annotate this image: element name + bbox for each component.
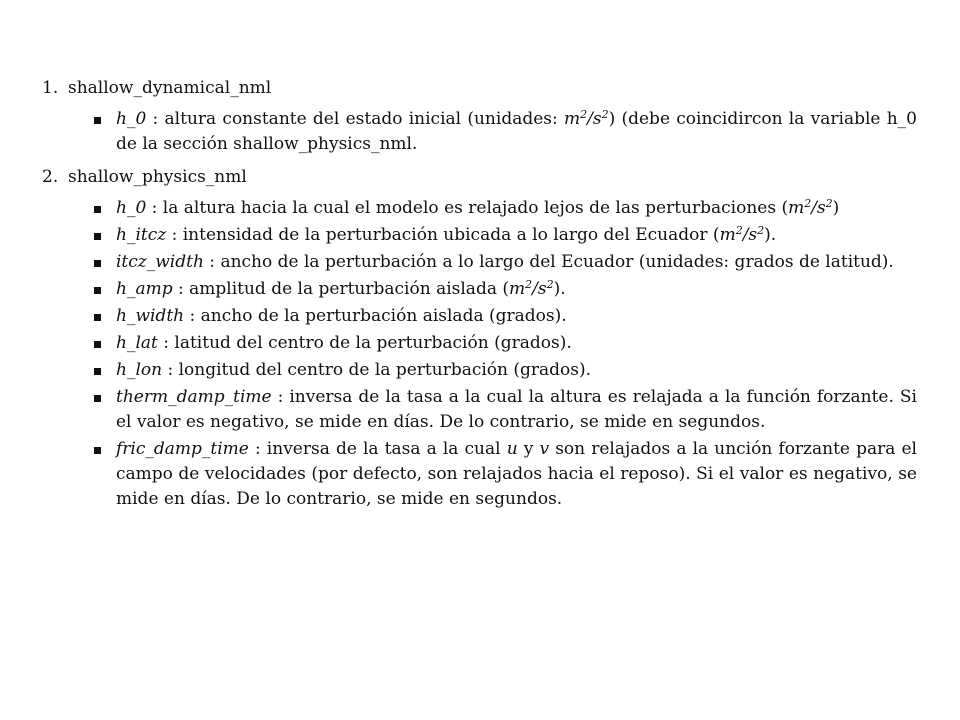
units-formula: $m^2/s^2$ [509, 278, 554, 299]
parameter-description: : inversa de la tasa a la cual [248, 439, 507, 459]
parameter-description: : altura constante del estado inicial (unidades: [146, 109, 564, 129]
parameter-description-end: ) [832, 198, 840, 218]
section-shallow-physics [42, 165, 917, 512]
parameter-description: : inversa de la tasa a la cual la altura es relajada a la función forzante. Si el valor es negativo, se mide en días. De lo contrario, se mide en segundos. [116, 387, 917, 432]
list-item [90, 358, 917, 383]
parameter-list [42, 196, 917, 512]
namelist-documentation [42, 76, 917, 514]
parameter-name: therm_damp_time [116, 387, 272, 407]
section-title: shallow_dynamical_nml [68, 78, 272, 98]
parameter-description-end: son relajados a la unción forzante para el campo de velocidades (por defecto, son relajados hacia el reposo). Si el valor es negativo, se mide en días. De lo contrario, se mide en segundos. [116, 439, 917, 509]
parameter-description-end: ). [764, 225, 777, 245]
list-item [90, 385, 917, 435]
parameter-description: : latitud del centro de la perturbación (grados). [157, 333, 572, 353]
section-heading [42, 76, 917, 101]
parameter-description: : intensidad de la perturbación ubicada a lo largo del Ecuador ( [166, 225, 720, 245]
list-item [90, 223, 917, 248]
units-formula: $m^2/s^2$ [788, 197, 833, 218]
section-number: 1. [42, 78, 59, 98]
parameter-name: fric_damp_time [116, 439, 249, 459]
parameter-name: h_amp [116, 279, 173, 299]
parameter-description-end: ). [553, 279, 566, 299]
section-title: shallow_physics_nml [68, 167, 247, 187]
parameter-description: : ancho de la perturbación a lo largo del Ecuador (unidades: grados de latitud). [203, 252, 894, 272]
parameter-name: h_0 [116, 109, 147, 129]
velocity-v: v [539, 439, 550, 459]
units-formula: $m^2/s^2$ [564, 108, 609, 129]
list-item [90, 196, 917, 221]
section-shallow-dynamical [42, 76, 917, 157]
parameter-name: h_lat [116, 333, 158, 353]
conjunction: y [517, 439, 540, 459]
parameter-description: : amplitud de la perturbación aislada ( [172, 279, 509, 299]
list-item [90, 107, 917, 157]
parameter-name: h_lon [116, 360, 163, 380]
parameter-name: itcz_width [116, 252, 204, 272]
velocity-u: u [506, 439, 518, 459]
list-item [90, 250, 917, 275]
parameter-list [42, 107, 917, 157]
section-heading [42, 165, 917, 190]
parameter-description: : ancho de la perturbación aislada (grados). [184, 306, 567, 326]
parameter-name: h_width [116, 306, 185, 326]
list-item [90, 437, 917, 512]
parameter-name: h_0 [116, 198, 147, 218]
parameter-description: : la altura hacia la cual el modelo es relajado lejos de las perturbaciones ( [146, 198, 789, 218]
parameter-description-end: ) (debe coincidircon la variable h_0 de la sección shallow_physics_nml. [116, 109, 917, 154]
list-item [90, 277, 917, 302]
units-formula: $m^2/s^2$ [719, 224, 765, 245]
list-item [90, 304, 917, 329]
list-item [90, 331, 917, 356]
parameter-description: : longitud del centro de la perturbación (grados). [162, 360, 592, 380]
parameter-name: h_itcz [116, 225, 167, 245]
section-number: 2. [42, 167, 59, 187]
